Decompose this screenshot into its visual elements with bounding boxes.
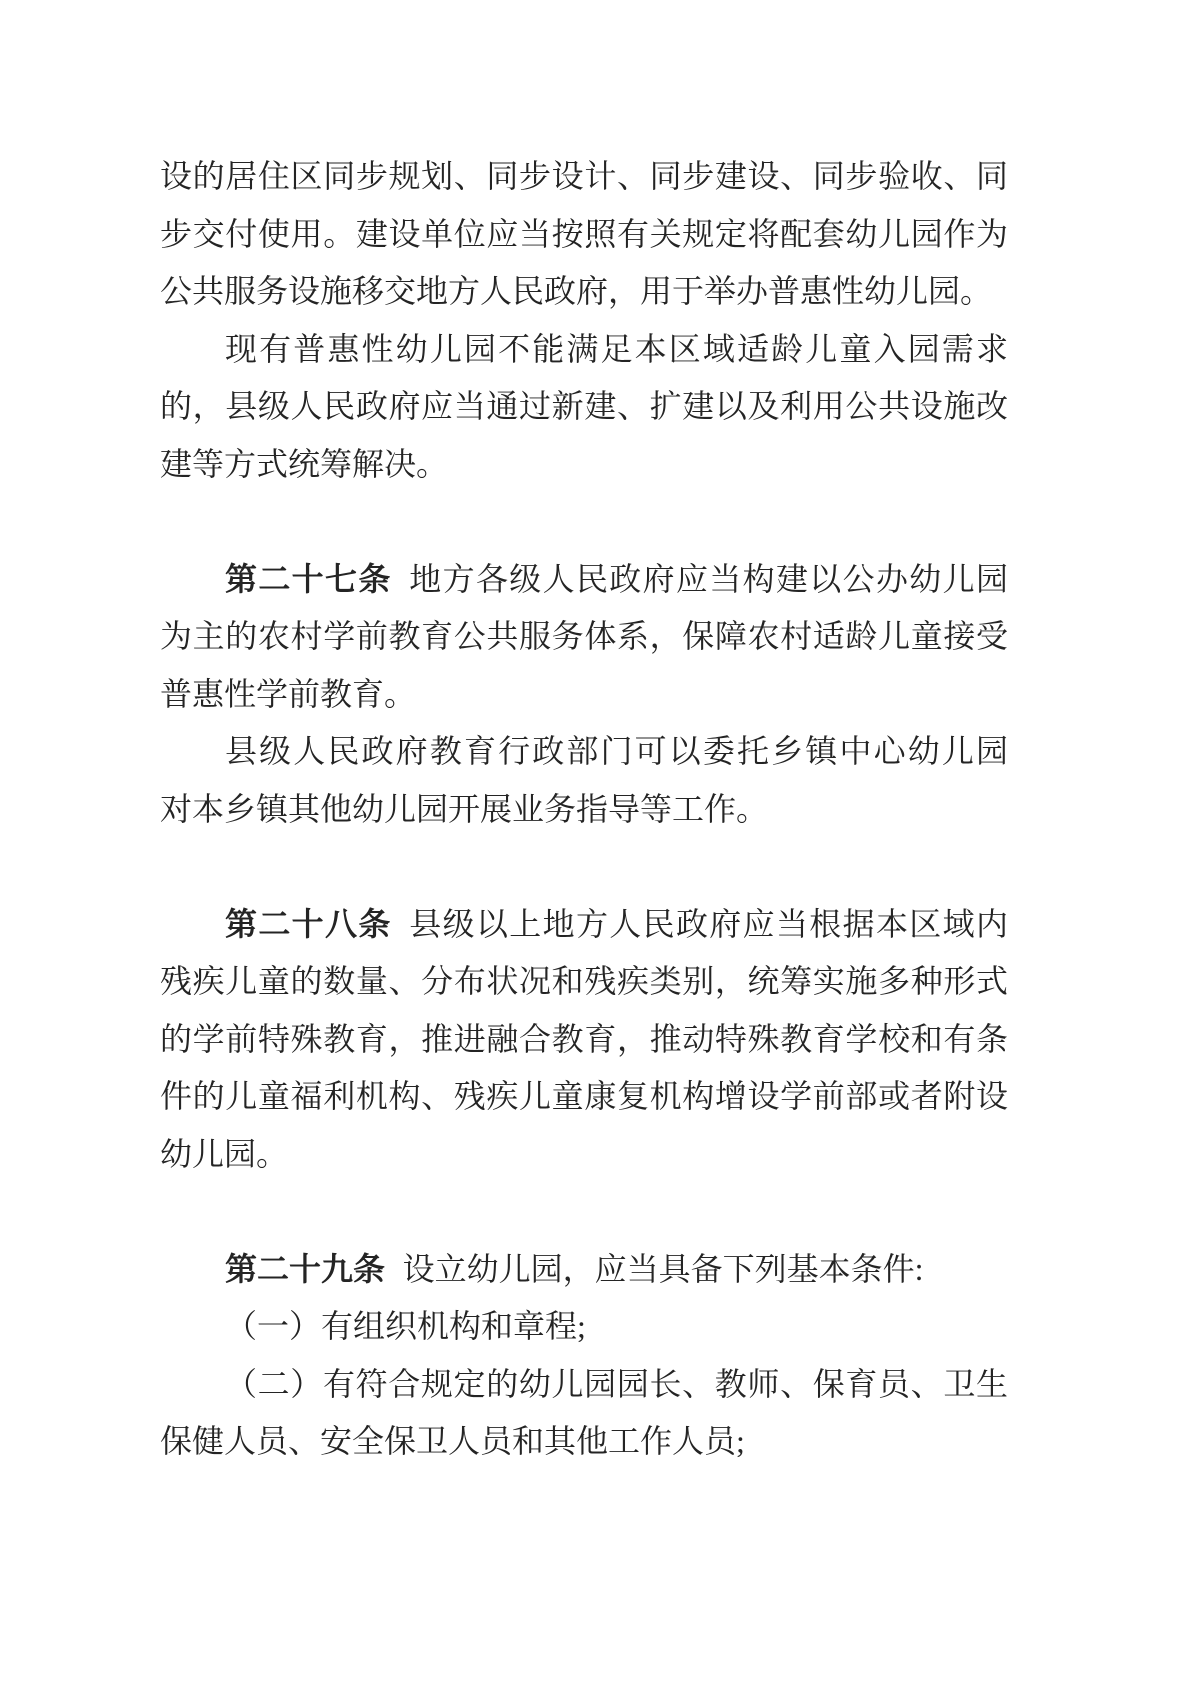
body-paragraph [160, 1356, 1008, 1471]
text-line: 现有普惠性幼儿园不能满足本区域适龄儿童入园需求 [225, 330, 1008, 367]
text-line: 为主的农村学前教育公共服务体系，保障农村适龄儿童接受 [160, 618, 1008, 654]
text-line: 普惠性学前教育。 [160, 675, 417, 712]
text-line: 设的居住区同步规划、同步设计、同步建设、同步验收、同 [160, 158, 1008, 194]
text-line: 对本乡镇其他幼儿园开展业务指导等工作。 [160, 790, 769, 827]
document-text [160, 148, 1008, 1471]
text-line: （二）有符合规定的幼儿园园长、教师、保育员、卫生 [225, 1365, 1008, 1402]
article-text: 县级以上地方人民政府应当根据本区域内 [409, 905, 1008, 942]
body-paragraph [160, 723, 1008, 838]
text-line [160, 551, 1008, 609]
text-line: 保健人员、安全保卫人员和其他工作人员; [160, 1423, 745, 1459]
text-line: 建等方式统筹解决。 [160, 445, 449, 482]
body-paragraph [160, 148, 1008, 321]
article-text: 地方各级人民政府应当构建以公办幼儿园 [409, 560, 1008, 597]
article-number: 第二十八条 [225, 905, 392, 942]
text-line: 幼儿园。 [160, 1135, 289, 1172]
body-paragraph [160, 321, 1008, 494]
article-number: 第二十九条 [225, 1250, 386, 1287]
text-line: 县级人民政府教育行政部门可以委托乡镇中心幼儿园 [225, 733, 1008, 769]
text-line: 残疾儿童的数量、分布状况和残疾类别，统筹实施多种形式 [160, 963, 1008, 999]
text-line [160, 1241, 1008, 1299]
article-paragraph [160, 551, 1008, 724]
text-line: 步交付使用。建设单位应当按照有关规定将配套幼儿园作为 [160, 215, 1008, 252]
article-paragraph [160, 896, 1008, 1184]
text-line: （一）有组织机构和章程; [225, 1308, 586, 1344]
article-number: 第二十七条 [225, 560, 392, 597]
text-line: 的学前特殊教育，推进融合教育，推动特殊教育学校和有条 [160, 1020, 1008, 1057]
body-paragraph [160, 1298, 1008, 1356]
article-paragraph [160, 1241, 1008, 1299]
text-line: 的，县级人民政府应当通过新建、扩建以及利用公共设施改 [160, 388, 1008, 424]
text-line: 件的儿童福利机构、残疾儿童康复机构增设学前部或者附设 [160, 1078, 1008, 1114]
article-text: 设立幼儿园，应当具备下列基本条件: [402, 1250, 924, 1287]
text-line: 公共服务设施移交地方人民政府，用于举办普惠性幼儿园。 [160, 273, 993, 309]
text-line [160, 896, 1008, 954]
